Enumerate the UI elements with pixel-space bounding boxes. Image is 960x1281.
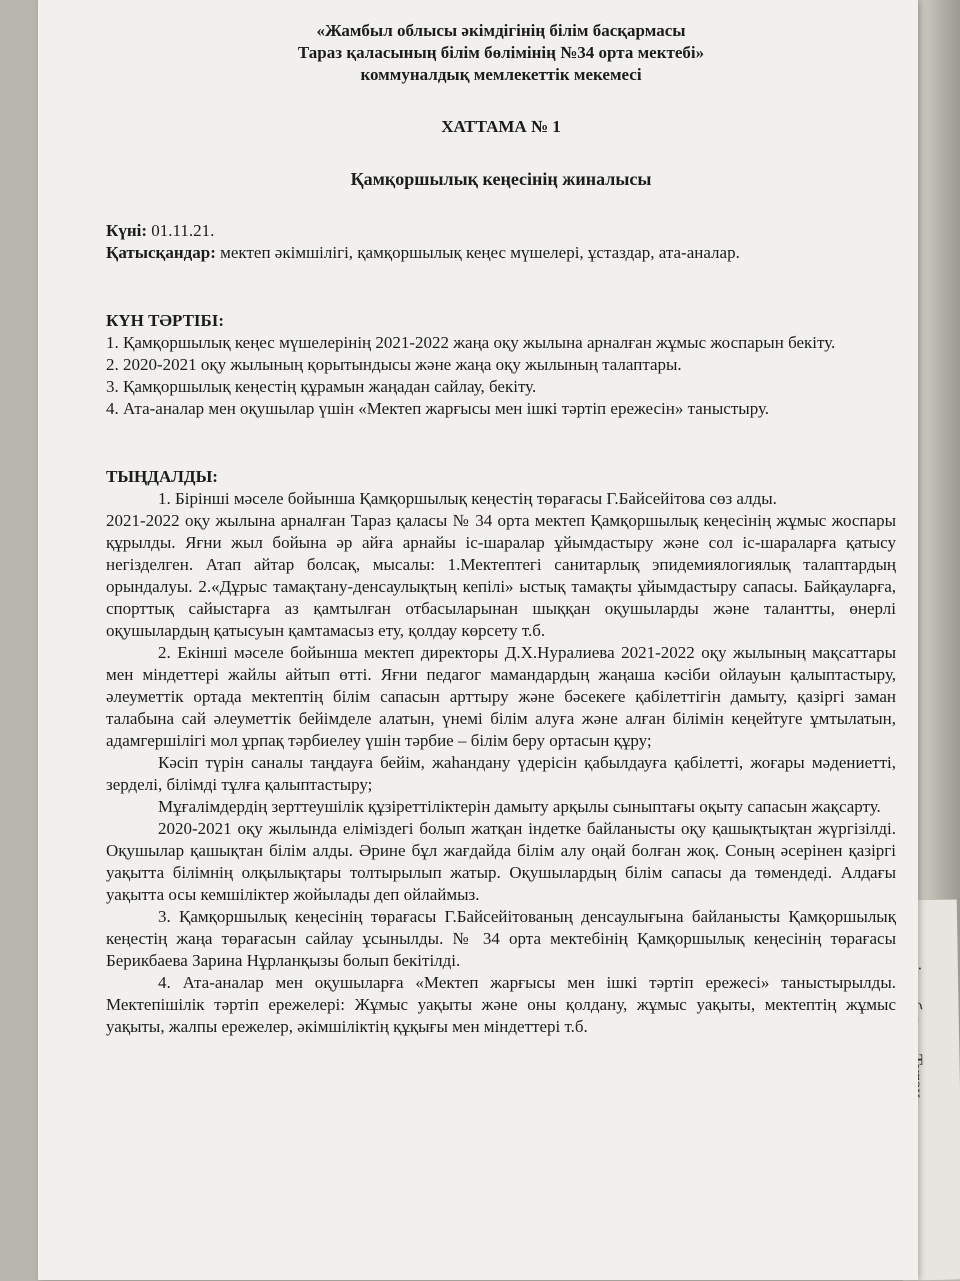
heard-heading: ТЫҢДАЛДЫ: (106, 467, 218, 486)
header-line-1: «Жамбыл облысы әкімдігінің білім басқармасы (316, 21, 686, 40)
agenda-item: 2. 2020-2021 оқу жылының қорытындысы және жаңа оқу жылының талаптары. (106, 355, 682, 374)
meeting-date (106, 220, 896, 242)
heard-paragraph: Мұғалімдердің зерттеушілік құзіреттіліктерін дамыту арқылы сыныптағы оқыту сапасын жақсарту. (158, 797, 881, 816)
document-content (106, 20, 896, 1038)
agenda-item: 1. Қамқоршылық кеңес мүшелерінің 2021-2022 жаңа оқу жылына арналған жұмыс жоспарын бекіту. (106, 333, 836, 352)
document-title: ХАТТАМА № 1 (441, 117, 561, 136)
heard-paragraph: 2020-2021 оқу жылында еліміздегі болып жатқан індетке байланысты оқу қашықтықтан жүргізілді. Оқушылар қашықтан білім алды. Әрине бұл жағдайда білім алу оңай болған жоқ. Соның әсерінен қазіргі уақытта білімнің олқылықтары толтырылып жатыр. Оқушылардың білім сапасы да төмендеді. Алдағы уақытта осы кемшіліктер жойылады деп ойлаймыз. (106, 819, 896, 904)
participants-value: мектеп әкімшілігі, қамқоршылық кеңес мүшелері, ұстаздар, ата-аналар. (215, 243, 740, 262)
heard-paragraph: 3. Қамқоршылық кеңесінің төрағасы Г.Байсейітованың денсаулығына байланысты Қамқоршылық кеңестің жаңа төрағасын сайлау ұсынылды. № 34 орта мектебінің Қамқоршылық кеңесінің төрағасы Берикбаева Зарина Нұрланқызы болып бекітілді. (106, 907, 896, 970)
header-line-3: коммуналдық мемлекеттік мекемесі (360, 65, 642, 84)
heard-paragraph: 4. Ата-аналар мен оқушыларға «Мектеп жарғысы мен ішкі тәртіп ережесі» таныстырылды. Мектепішілік тәртіп ережелері: Жұмыс уақыты және оны қолдану, жұмыс уақыты, мектептің жұмыс уақыты, жалпы ережелер, әкімшіліктің құқығы мен міндеттері т.б. (106, 973, 896, 1036)
heard-paragraph: 1. Бірінші мәселе бойынша Қамқоршылық кеңестің төрағасы Г.Байсейітова сөз алды. (158, 489, 777, 508)
heard-paragraph: 2. Екінші мәселе бойынша мектеп директоры Д.Х.Нуралиева 2021-2022 оқу жылының мақсаттары мен міндеттері жайлы айтып өтті. Яғни педагог мамандардың жаңаша кәсіби ойлауын қалыптастыру, әлеуметтік ортада мектептің білім сапасын арттыру және бәсекеге қабілеттігін дамыту, қазіргі заман талабына сай әлеуметтік бейімделе алатын, үнемі білім алуға және алған білімін кеңейтуге ұмтылатын, адамгершілігі мол ұрпақ тәрбиелеу үшін тәрбие – білім беру ортасын құру; (106, 643, 896, 750)
agenda-item: 4. Ата-аналар мен оқушылар үшін «Мектеп жарғысы мен ішкі тәртіп ережесін» таныстыру. (106, 399, 770, 418)
document-subtitle: Қамқоршылық кеңесінің жиналысы (350, 169, 652, 189)
date-value: 01.11.21. (147, 221, 215, 240)
heard-paragraph: 2021-2022 оқу жылына арналған Тараз қаласы № 34 орта мектеп Қамқоршылық кеңесінің жұмыс жоспары құрылды. Яғни жыл бойына әр айға арнайы іс-шаралар ұйымдастыру және сол іс-шараларға қатысу негізделген. Атап айтар болсақ, мысалы: 1.Мектептегі санитарлық эпидемиялогиялық талаптардың орындалуы. 2.«Дұрыс тамақтану-денсаулықтың кепілі» ыстық тамақты ұйымдастыру сапасы. Байқауларға, спорттық сайыстарға аз қамтылған отбасыларынан шыққан оқушыларды және талантты, өнерлі оқушылардың қатысуын қамтамасыз ету, қолдау көрсету т.б. (106, 511, 896, 640)
document-header (106, 20, 896, 86)
date-label: Күні: (106, 221, 148, 240)
meeting-participants (106, 242, 896, 264)
meeting-meta (106, 220, 896, 264)
agenda-list (106, 332, 896, 420)
agenda-heading: КҮН ТӘРТІБІ: (106, 311, 225, 330)
heard-section (106, 466, 896, 1038)
document-page (38, 0, 918, 1280)
participants-label: Қатысқандар: (106, 243, 216, 262)
agenda-item: 3. Қамқоршылық кеңестің құрамын жаңадан сайлау, бекіту. (106, 377, 537, 396)
heard-paragraph: Кәсіп түрін саналы таңдауға бейім, жаһандану үдерісін қабылдауға қабілетті, жоғары мәдениетті, зерделі, білімді тұлға қалыптастыру; (106, 753, 896, 794)
header-line-2: Тараз қаласының білім бөлімінің №34 орта мектебі» (297, 43, 705, 62)
